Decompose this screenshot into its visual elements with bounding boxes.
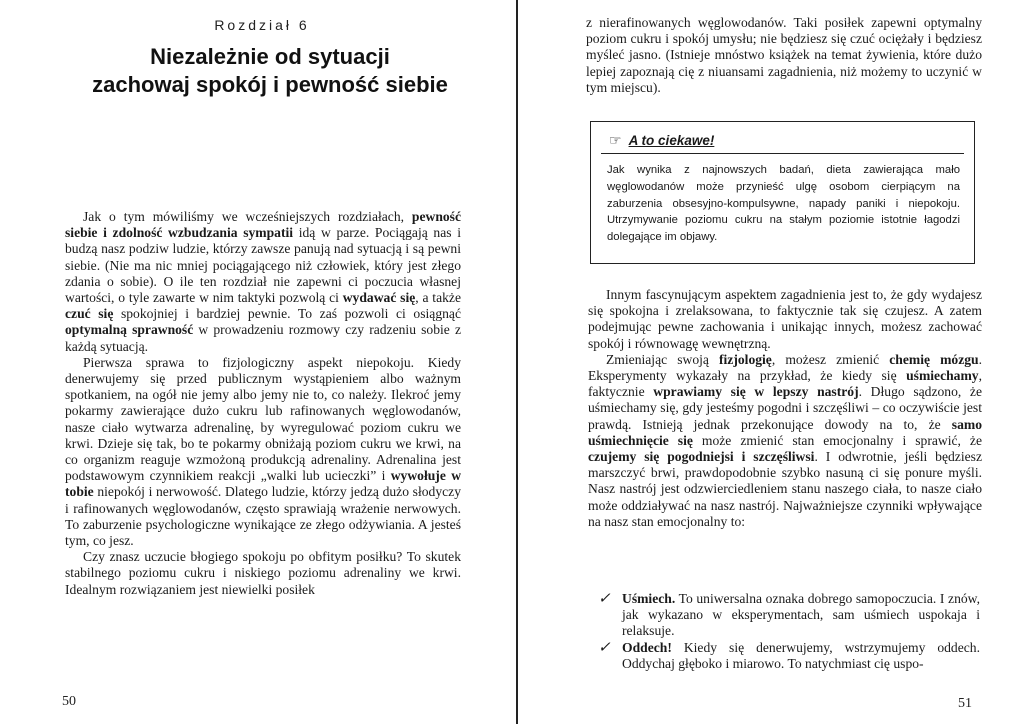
emphasis: czuć się xyxy=(65,306,114,322)
pointing-hand-icon: ☞ xyxy=(609,132,622,148)
text-run: . I odwrotnie, jeśli będziesz marszczyć brwi, prawdopodobnie szybko nasuną ci się ponure myśli. Nasz nastrój jest odzwierciedleniem stanu naszego ciała, to nasze ciało może oddziaływać na nasz nastrój. Najważniejsze czynniki wpływające na nasz stan emocjonalny to: xyxy=(588,449,982,529)
paragraph xyxy=(588,352,982,530)
info-box-title: A to ciekawe! xyxy=(628,133,715,148)
page-number: 50 xyxy=(62,694,76,709)
text-run: idą w parze. Pociągają nas i budzą nasz podziw ludzie, którzy zawsze panują nad sytuacją i są pewni siebie. (Nie ma nic mniej pociągającego niż człowiek, który jest złego zdania o sobie). O ile ten rozdział nie zapewni ci poczucia własnej wartości, o tyle zawarte w nim taktyki pozwolą ci xyxy=(65,225,461,306)
info-box-text: Jak wynika z najnowszych badań, dieta zawierająca mało węglowodanów może przynieść ulgę osobom cierpiącym na zaburzenia obsesyjno-kompulsywne, napady paniki i niepokoju. Utrzymywanie poziomu cukru na stałym poziomie istotnie łagodzi dolegające im objawy. xyxy=(607,164,960,244)
info-box xyxy=(590,121,975,264)
paragraph xyxy=(65,355,461,549)
list-item-text: To uniwersalna oznaka dobrego samopoczucia. I znów, jak wykazano w eksperymentach, sam uśmiech uspokaja i relaksuje. xyxy=(622,591,980,639)
emphasis: optymalną sprawność xyxy=(65,322,194,338)
info-box-heading xyxy=(609,132,974,149)
book-gutter xyxy=(516,0,518,724)
chapter-title-line-2: zachowaj spokój i pewność siebie xyxy=(92,72,448,97)
divider xyxy=(601,153,964,154)
text-run: może zmienić stan emocjonalny i sprawić, że xyxy=(692,432,982,448)
text-run: , możesz zmienić xyxy=(771,351,890,367)
check-icon: ✓ xyxy=(598,591,611,607)
paragraph: Czy znasz uczucie błogiego spokoju po obfitym posiłku? To skutek stabilnego poziomu cukru i niskiego poziomu adrenaliny we krwi. Idealnym rozwiązaniem jest niewielki posiłek xyxy=(65,549,461,597)
checklist xyxy=(598,591,980,672)
paragraph xyxy=(65,209,461,355)
paragraph: z nierafinowanych węglowodanów. Taki posiłek zapewni optymalny poziom cukru i spokój umysłu; nie będziesz się czuć ociężały i będziesz myśleć jasno. (Istnieje mnóstwo książek na temat żywienia, które dużo lepiej zapoznają cię z niuansami zagadnienia, niż możemy to uczynić w tym miejscu). xyxy=(586,15,982,95)
emphasis: czujemy się pogodniejsi i szczęśliwsi xyxy=(588,449,815,465)
text-run: spokojniej i bardziej pewnie. To zaś pozwoli ci osiągnąć xyxy=(113,306,461,322)
emphasis: uśmiechamy xyxy=(906,368,979,384)
emphasis: samo uśmiechnięcie się xyxy=(588,416,982,448)
text-run: w prowadzeniu rozmowy czy radzeniu sobie z każdą sytuacją. xyxy=(65,322,462,354)
text-run: Jak o tym mówiliśmy we wcześniejszych rozdziałach, xyxy=(83,209,412,224)
text-run: Pierwsza sprawa to fizjologiczny aspekt niepokoju. Kiedy denerwujemy się przed publicznym wystąpieniem albo ważnym spotkaniem, na ogół nie jemy albo jemy nie to, co należy. Ilekroć jemy pokarmy zawierające dużo cukru lub rafinowanych węglowodanów, nasze ciało wytwarza adrenalinę, by wyregulować poziom cukru we krwi. Dzieje się tak, bo te pokarmy obniżają poziom cukru we krwi, na co organizm reaguje wzmożoną produkcją adrenaliny. Adrenalina jest podstawowym czynnikiem reakcji „walki lub ucieczki” i xyxy=(65,354,461,484)
emphasis: wprawiamy się w lepszy nastrój xyxy=(653,384,859,400)
text-run: . Eksperymenty wykazały na przykład, że kiedy się xyxy=(588,351,982,384)
emphasis: chemię mózgu xyxy=(889,351,979,367)
check-icon: ✓ xyxy=(598,639,611,656)
right-body-text xyxy=(588,287,982,530)
text-run: , faktycznie xyxy=(588,368,982,400)
left-body-text xyxy=(65,209,461,598)
list-item-label: Uśmiech. xyxy=(622,591,676,606)
text-run: , a także xyxy=(415,290,461,306)
list-item-text: Kiedy się denerwujemy, wstrzymujemy oddech. Oddychaj głęboko i miarowo. To natychmiast cię uspo- xyxy=(622,639,980,671)
list-item-label: Oddech! xyxy=(622,639,672,655)
paragraph: Innym fascynującym aspektem zagadnienia jest to, że gdy wydajesz się spokojna i zrelaksowana, to faktycznie tak się czujesz. A zatem podejmując pewne zachowania i unikając innych, możesz zachować spokój i równowagę wewnętrzną. xyxy=(588,287,982,351)
chapter-label: Rozdział 6 xyxy=(214,17,310,33)
list-item xyxy=(598,640,980,672)
text-run: niepokój i nerwowość. Dlatego ludzie, którzy jedzą dużo słodyczy i rafinowanych węglowodanów, często sprawiają wrażenie nerwowych. To zaburzenie psychologiczne wynikające ze złego odżywiania. A jesteś tym, co jesz. xyxy=(65,484,461,549)
chapter-title xyxy=(40,43,500,99)
chapter-title-line-1: Niezależnie od sytuacji xyxy=(150,44,390,69)
emphasis: pewność siebie i zdolność wzbudzania sympatii xyxy=(65,209,461,241)
emphasis: fizjologię xyxy=(719,351,772,367)
emphasis: wydawać się xyxy=(342,290,416,306)
text-run: . Długo sądzono, że uśmiechamy się, gdy jesteśmy pogodni i szczęśliwi – co oczywiście jest prawdą. Istnieją jednak przekonujące dowody na to, że xyxy=(588,384,982,432)
emphasis: wywołuje w tobie xyxy=(65,468,462,500)
text-run: Zmieniając swoją xyxy=(606,351,719,367)
page-number: 51 xyxy=(958,696,972,711)
list-item xyxy=(598,591,980,640)
